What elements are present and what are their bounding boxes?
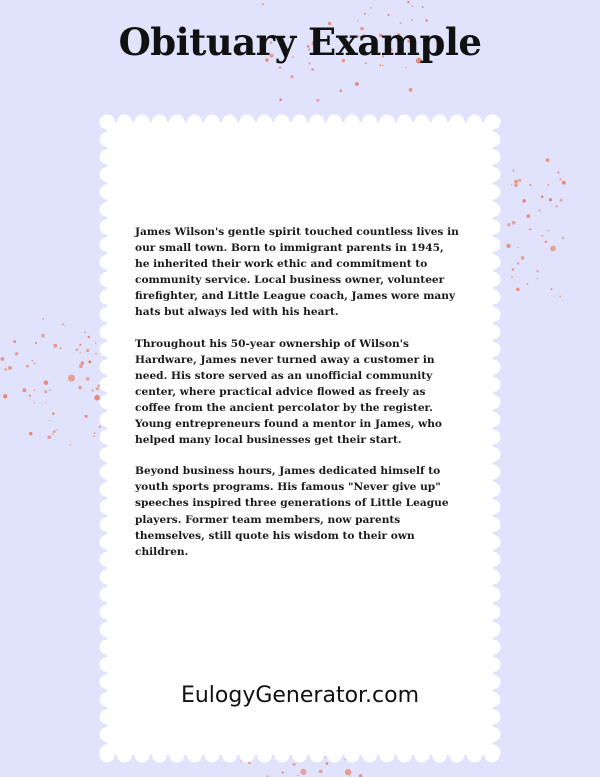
splatter-dot: [78, 386, 82, 390]
splatter-dot: [517, 247, 518, 248]
page-title: Obituary Example: [118, 20, 482, 64]
splatter-dot: [370, 7, 371, 8]
splatter-dot: [407, 1, 409, 3]
splatter-dot: [387, 14, 389, 16]
splatter-dot: [85, 415, 88, 418]
splatter-dot: [345, 769, 351, 775]
splatter-dot: [521, 256, 525, 260]
splatter-dot: [536, 270, 538, 272]
splatter-dot: [84, 331, 86, 333]
splatter-dot: [311, 68, 314, 71]
splatter-dot: [62, 323, 64, 325]
splatter-dot: [88, 360, 91, 363]
splatter-dot: [76, 348, 79, 351]
splatter-dot: [382, 65, 383, 66]
splatter-dot: [549, 198, 552, 201]
splatter-dot: [514, 180, 518, 184]
splatter-dot: [512, 170, 514, 172]
splatter-dot: [34, 390, 36, 392]
splatter-dot: [80, 352, 81, 353]
splatter-dot: [53, 430, 56, 433]
splatter-dot: [546, 158, 550, 162]
splatter-dot: [56, 429, 58, 431]
splatter-dot: [45, 402, 46, 403]
splatter-dot: [319, 770, 323, 774]
splatter-dot: [4, 368, 6, 370]
splatter-dot: [297, 775, 298, 776]
splatter-dot: [412, 5, 414, 7]
splatter-dot: [42, 318, 44, 320]
splatter-dot: [79, 344, 81, 346]
splatter-dot: [86, 377, 90, 381]
splatter-dot: [556, 205, 558, 207]
splatter-dot: [60, 347, 62, 349]
obituary-paragraph-3: Beyond business hours, James dedicated himself to youth sports programs. His famous "Never give up" speeches inspired three generations of Little League players. Former team members, now parents themselves, still quote his wisdom to their own children.: [135, 465, 449, 558]
splatter-dot: [26, 365, 29, 368]
splatter-dot: [88, 336, 90, 338]
obituary-body: [135, 224, 460, 575]
splatter-dot: [48, 436, 51, 439]
splatter-dot: [517, 262, 520, 265]
splatter-dot: [65, 325, 66, 326]
splatter-dot: [44, 380, 49, 385]
splatter-dot: [526, 283, 528, 285]
splatter-dot: [92, 390, 94, 392]
splatter-dot: [511, 276, 513, 278]
splatter-dot: [282, 771, 284, 773]
obituary-paragraph-1: James Wilson's gentle spirit touched countless lives in our small town. Born to immigrant parents in 1945, he inherited their work ethic and commitment to community service. Local business owner, volunteer firefighter, and Little League coach, James wore many hats but always led with his heart.: [135, 226, 459, 319]
splatter-dot: [409, 88, 413, 92]
splatter-dot: [355, 82, 359, 86]
splatter-dot: [95, 353, 97, 355]
splatter-dot: [35, 342, 37, 344]
splatter-dot: [562, 237, 564, 239]
splatter-dot: [537, 278, 538, 279]
splatter-dot: [93, 436, 94, 437]
splatter-dot: [512, 268, 514, 270]
splatter-dot: [364, 13, 366, 15]
splatter-dot: [29, 432, 32, 435]
splatter-dot: [279, 98, 282, 101]
splatter-dot: [34, 363, 36, 365]
splatter-dot: [541, 195, 544, 198]
splatter-dot: [68, 375, 75, 382]
splatter-dot: [29, 398, 30, 399]
splatter-dot: [86, 349, 89, 352]
splatter-dot: [527, 214, 531, 218]
splatter-dot: [339, 89, 342, 92]
splatter-dot: [52, 433, 54, 435]
splatter-dot: [518, 179, 521, 182]
splatter-dot: [548, 184, 550, 186]
splatter-dot: [557, 172, 559, 174]
splatter-dot: [506, 244, 510, 248]
splatter-dot: [560, 199, 563, 202]
splatter-dot: [13, 340, 16, 343]
obituary-paragraph-2: Throughout his 50-year ownership of Wilson's Hardware, James never turned away a customer in need. His store served as an unofficial community center, where practical advice flowed as freely as coffee from the ancient percolator by the register. Young entrepreneurs found a mentor in James, who helped many local businesses get their start.: [135, 337, 442, 447]
splatter-dot: [548, 230, 550, 232]
splatter-dot: [279, 66, 282, 69]
splatter-dot: [542, 235, 544, 237]
splatter-dot: [23, 388, 27, 392]
splatter-dot: [79, 364, 83, 368]
splatter-dot: [29, 395, 31, 397]
splatter-dot: [529, 184, 531, 186]
splatter-dot: [34, 402, 35, 403]
splatter-dot: [32, 360, 34, 362]
splatter-dot: [1, 357, 5, 361]
splatter-dot: [522, 199, 526, 203]
splatter-dot: [94, 432, 96, 434]
splatter-dot: [316, 99, 319, 102]
splatter-dot: [49, 389, 51, 391]
splatter-dot: [539, 209, 541, 211]
splatter-dot: [290, 75, 293, 78]
splatter-dot: [422, 6, 424, 8]
splatter-dot: [529, 228, 531, 230]
splatter-dot: [44, 390, 47, 393]
splatter-dot: [262, 3, 264, 5]
splatter-dot: [559, 178, 561, 180]
splatter-dot: [49, 420, 50, 421]
splatter-dot: [41, 334, 45, 338]
splatter-dot: [15, 352, 18, 355]
splatter-dot: [562, 181, 566, 185]
splatter-dot: [8, 366, 12, 370]
splatter-dot: [53, 344, 57, 348]
splatter-dot: [545, 241, 547, 243]
splatter-dot: [512, 221, 516, 225]
splatter-dot: [511, 184, 512, 185]
splatter-dot: [95, 343, 96, 344]
splatter-dot: [516, 288, 519, 291]
splatter-dot: [405, 67, 407, 69]
splatter-dot: [3, 394, 7, 398]
splatter-dot: [81, 361, 85, 365]
splatter-dot: [514, 184, 517, 187]
splatter-dot: [300, 769, 306, 775]
splatter-dot: [550, 246, 556, 252]
splatter-dot: [380, 64, 382, 66]
splatter-dot: [551, 288, 553, 290]
website-footer: EulogyGenerator.com: [180, 683, 420, 708]
splatter-dot: [559, 296, 561, 298]
splatter-dot: [507, 223, 510, 226]
splatter-dot: [349, 775, 351, 777]
splatter-dot: [70, 444, 71, 445]
splatter-dot: [52, 412, 55, 415]
